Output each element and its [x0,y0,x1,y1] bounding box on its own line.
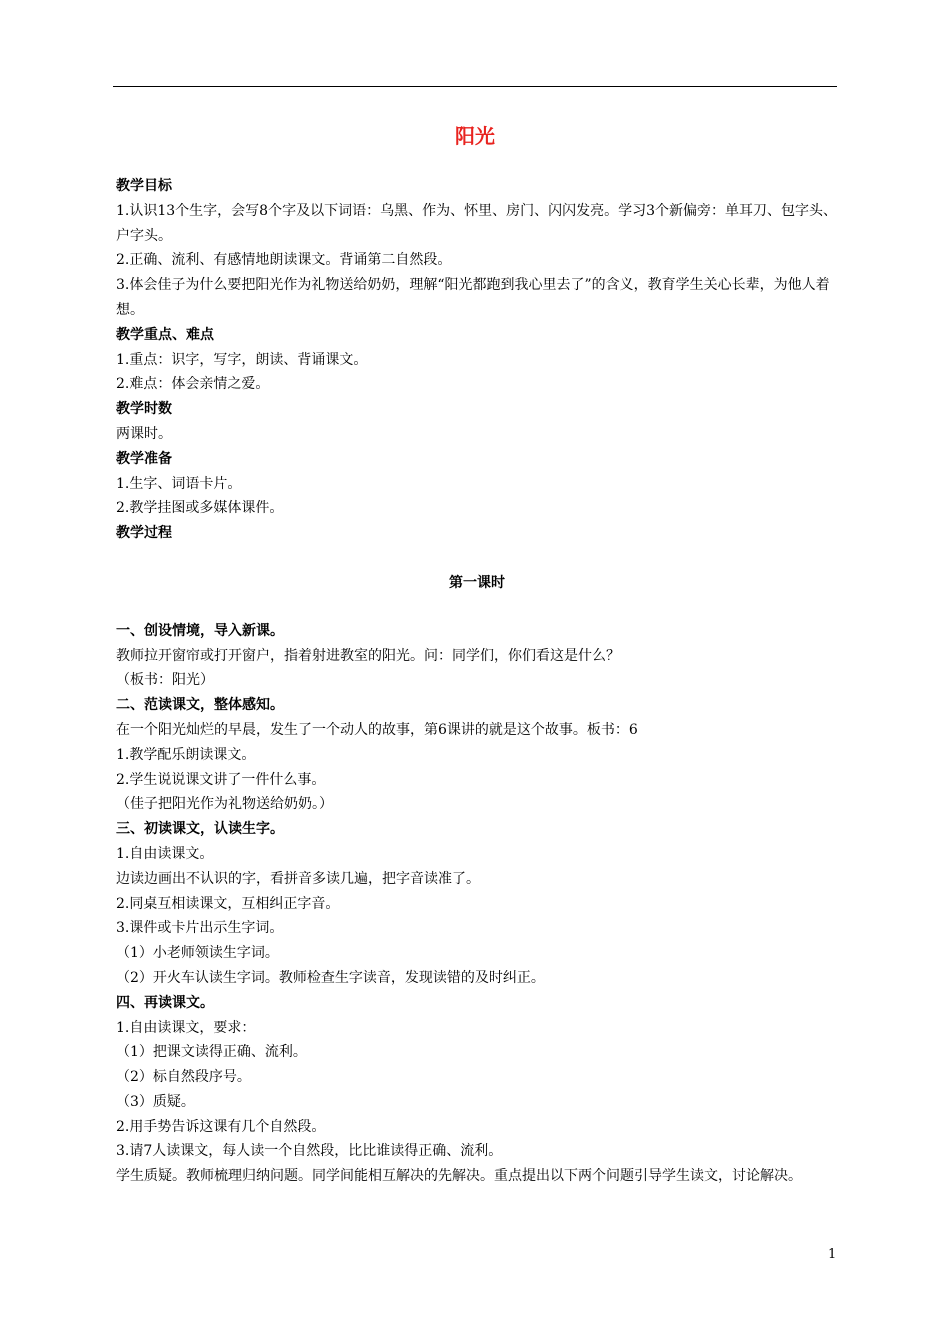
section-heading-process: 教学过程 [116,525,172,542]
paragraph: 3.请7人读课文，每人读一个自然段，比比谁读得正确、流利。 [116,1143,503,1160]
paragraph: 边读边画出不认识的字，看拼音多读几遍，把字音读准了。 [116,870,480,887]
step-heading: 四、再读课文。 [116,994,214,1011]
section-heading-hours: 教学时数 [116,401,172,418]
paragraph: 2.难点：体会亲情之爱。 [116,376,270,393]
paragraph: 1.自由读课文，要求： [116,1019,256,1036]
paragraph: （2）标自然段序号。 [116,1069,251,1086]
paragraph: 2.教学挂图或多媒体课件。 [116,500,284,517]
paragraph: （2）开火车认读生字词。教师检查生字读音，发现读错的及时纠正。 [116,969,545,986]
section-heading-objectives: 教学目标 [116,178,172,194]
section-heading-preparation: 教学准备 [116,450,172,467]
paragraph: 1.生字、词语卡片。 [116,475,242,492]
paragraph: 2.用手势告诉这课有几个自然段。 [116,1118,326,1135]
step-heading: 三、初读课文，认读生字。 [116,821,284,838]
paragraph: 3.课件或卡片出示生字词。 [116,920,284,937]
paragraph: （板书：阳光） [116,672,214,689]
paragraph: 2.学生说说课文讲了一件什么事。 [116,771,326,788]
paragraph: 教师拉开窗帘或打开窗户，指着射进教室的阳光。问：同学们，你们看这是什么？ [116,647,620,664]
paragraph: 两课时。 [116,425,172,442]
paragraph: 在一个阳光灿烂的早晨，发生了一个动人的故事，第6课讲的就是这个故事。板书：6 [116,721,638,738]
step-heading: 一、创设情境，导入新课。 [116,622,284,639]
paragraph: 1.重点：识字，写字，朗读、背诵课文。 [116,351,368,368]
paragraph: （3）质疑。 [116,1093,195,1110]
step-heading: 二、范读课文，整体感知。 [116,697,284,714]
document-body [116,174,838,1189]
paragraph: （1）把课文读得正确、流利。 [116,1044,307,1061]
lesson-title: 第一课时 [449,574,505,591]
paragraph: 学生质疑。教师梳理归纳问题。同学间能相互解决的先解决。重点提出以下两个问题引导学生读文，讨论解决。 [116,1168,802,1185]
section-heading-key-points: 教学重点、难点 [116,326,214,343]
paragraph: 1.自由读课文。 [116,845,214,862]
paragraph: 2.同桌互相读课文，互相纠正字音。 [116,895,340,912]
paragraph: 2.正确、流利、有感情地朗读课文。背诵第二自然段。 [116,252,452,269]
paragraph: （佳子把阳光作为礼物送给奶奶。） [116,796,333,813]
document-title: 阳光 [455,124,495,148]
page-number: 1 [828,1247,837,1262]
header-rule [113,86,837,87]
paragraph: 1.教学配乐朗读课文。 [116,746,256,763]
paragraph: （1）小老师领读生字词。 [116,945,279,962]
paragraph: 1.认识13个生字，会写8个字及以下词语：乌黑、作为、怀里、房门、闪闪发亮。学习3个新偏旁：单耳刀、包字头、户字头。 [116,202,837,244]
paragraph: 3.体会佳子为什么要把阳光作为礼物送给奶奶，理解“阳光都跑到我心里去了”的含义，教育学生关心长辈，为他人着想。 [116,277,830,318]
